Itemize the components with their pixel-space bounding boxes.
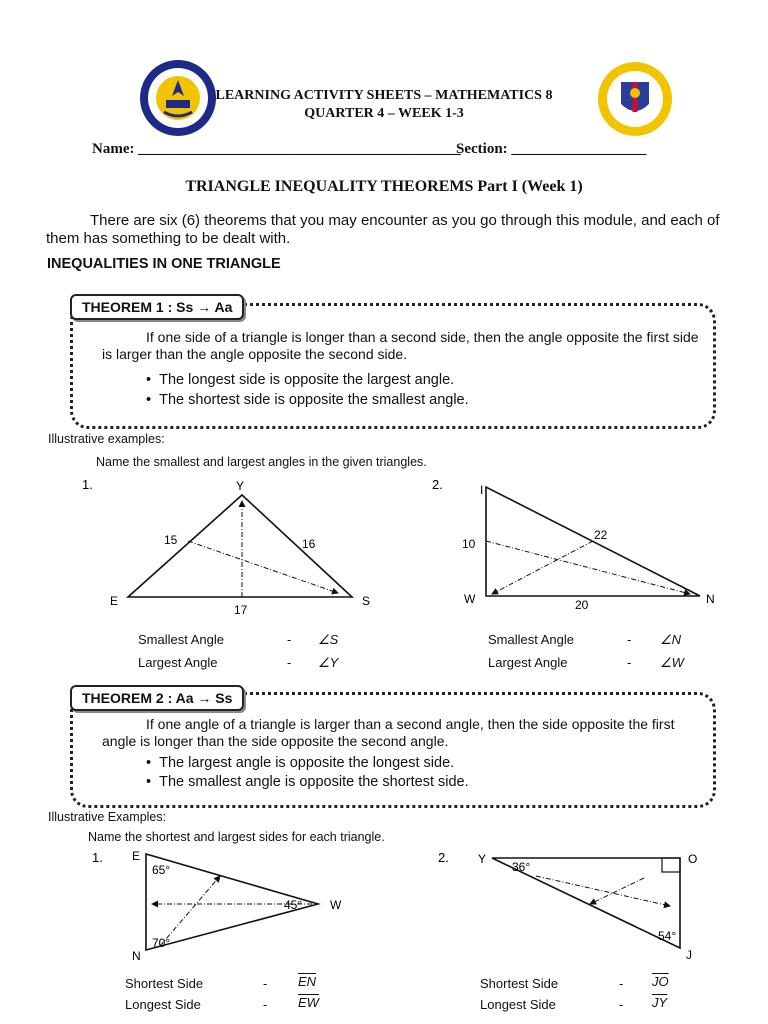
- theorem1-text: If one side of a triangle is longer than a second side, then the angle opposite the first side is larger than the angle opposite the second side.: [102, 329, 699, 362]
- answer-dash: -: [619, 997, 624, 1012]
- header-title: LEARNING ACTIVITY SHEETS – MATHEMATICS 8: [215, 88, 553, 103]
- triangle-eys: [128, 495, 352, 597]
- example-number: 2.: [432, 477, 443, 492]
- example-number: 2.: [438, 850, 449, 865]
- angle-label-n: 70°: [152, 936, 171, 950]
- example-number: 1.: [82, 477, 93, 492]
- answer-dash: -: [287, 655, 292, 670]
- vertex-label-o: O: [688, 852, 698, 866]
- section-line: __________________: [511, 141, 647, 157]
- angle-label-w: 45°: [284, 898, 303, 912]
- answer-label: Smallest Angle: [138, 632, 224, 647]
- answer-value: ∠Y: [318, 655, 339, 670]
- theorem1-bullet: • The shortest side is opposite the smallest angle.: [146, 392, 469, 408]
- answer-value: $\overline{JO}$: [652, 974, 669, 989]
- answer-value: $\overline{EN}$: [298, 974, 317, 989]
- vertex-label-s: S: [362, 594, 371, 608]
- vertex-label-y: Y: [478, 852, 487, 866]
- side-label-wn: 20: [575, 598, 589, 612]
- vertex-label-e: E: [132, 849, 141, 863]
- page-title: TRIANGLE INEQUALITY THEOREMS Part I (Week 1): [185, 178, 583, 195]
- angle-label-j: 54°: [658, 929, 677, 943]
- vertex-label-i: I: [480, 483, 484, 497]
- answer-label: Longest Side: [480, 997, 556, 1012]
- side-label-ey: 15: [164, 533, 178, 547]
- vertex-label-w: W: [464, 592, 476, 606]
- example-number: 1.: [92, 850, 103, 865]
- theorem2-bullet: • The smallest angle is opposite the shortest side.: [146, 774, 469, 790]
- vertex-label-n: N: [132, 949, 141, 963]
- triangle-yoj-figure: [430, 848, 730, 963]
- theorem2-bullet: • The largest angle is opposite the longest side.: [146, 755, 455, 771]
- intro-paragraph: There are six (6) theorems that you may encounter as you go through this module, and each of them has something to be dealt with.: [46, 212, 720, 247]
- side-label-ys: 16: [302, 537, 316, 551]
- triangle-iwn-figure: [420, 475, 730, 620]
- side-label-es: 17: [234, 603, 248, 617]
- angle-label-y: 36°: [512, 860, 531, 874]
- vertex-label-y: Y: [236, 479, 245, 493]
- answer-dash: -: [263, 976, 268, 991]
- answer-dash: -: [263, 997, 268, 1012]
- answer-label: Smallest Angle: [488, 632, 574, 647]
- answer-value: $\overline{JY}$: [652, 995, 668, 1010]
- theorem2-text: If one angle of a triangle is larger than a second angle, then the side opposite the first angle is longer than the side opposite the second angle.: [102, 716, 675, 749]
- answer-value: $\overline{EW}$: [298, 995, 319, 1010]
- answer-dash: -: [619, 976, 624, 991]
- vertex-label-e: E: [110, 594, 119, 608]
- name-line: ___________________________________________: [138, 141, 461, 157]
- answer-value: ∠S: [318, 632, 339, 647]
- answer-value: ∠W: [660, 655, 684, 670]
- section-heading: INEQUALITIES IN ONE TRIANGLE: [47, 256, 281, 272]
- examples2-heading: Illustrative Examples:: [48, 810, 167, 824]
- side-label-iw: 10: [462, 537, 476, 551]
- triangle-enw-figure: [80, 848, 370, 963]
- answer-label: Shortest Side: [480, 976, 559, 991]
- angle-label-e: 65°: [152, 863, 171, 877]
- answer-dash: -: [627, 655, 632, 670]
- theorem1-box: [70, 303, 716, 429]
- answer-label: Largest Angle: [488, 655, 568, 670]
- answer-value: ∠N: [660, 632, 682, 647]
- theorem1-bullet: • The longest side is opposite the largest angle.: [146, 372, 455, 388]
- theorem2-label: THEOREM 2 : Aa → Ss: [70, 685, 244, 711]
- section-field[interactable]: [456, 141, 646, 158]
- examples2-instruction: Name the shortest and largest sides for each triangle.: [88, 830, 385, 844]
- answer-label: Longest Side: [125, 997, 201, 1012]
- name-field[interactable]: [92, 141, 461, 158]
- header-subtitle: QUARTER 4 – WEEK 1-3: [304, 106, 464, 121]
- name-label: Name:: [92, 141, 139, 157]
- triangle-eys-figure: [70, 475, 390, 620]
- side-label-in: 22: [594, 528, 608, 542]
- answer-dash: -: [287, 632, 292, 647]
- vertex-label-j: J: [686, 948, 692, 962]
- section-label: Section:: [456, 141, 512, 157]
- answer-dash: -: [627, 632, 632, 647]
- answer-label: Largest Angle: [138, 655, 218, 670]
- answer-label: Shortest Side: [125, 976, 204, 991]
- vertex-label-w: W: [330, 898, 342, 912]
- vertex-label-n: N: [706, 592, 715, 606]
- examples1-heading: Illustrative examples:: [48, 432, 165, 446]
- theorem1-label: THEOREM 1 : Ss → Aa: [70, 294, 244, 320]
- examples1-instruction: Name the smallest and largest angles in the given triangles.: [96, 455, 427, 469]
